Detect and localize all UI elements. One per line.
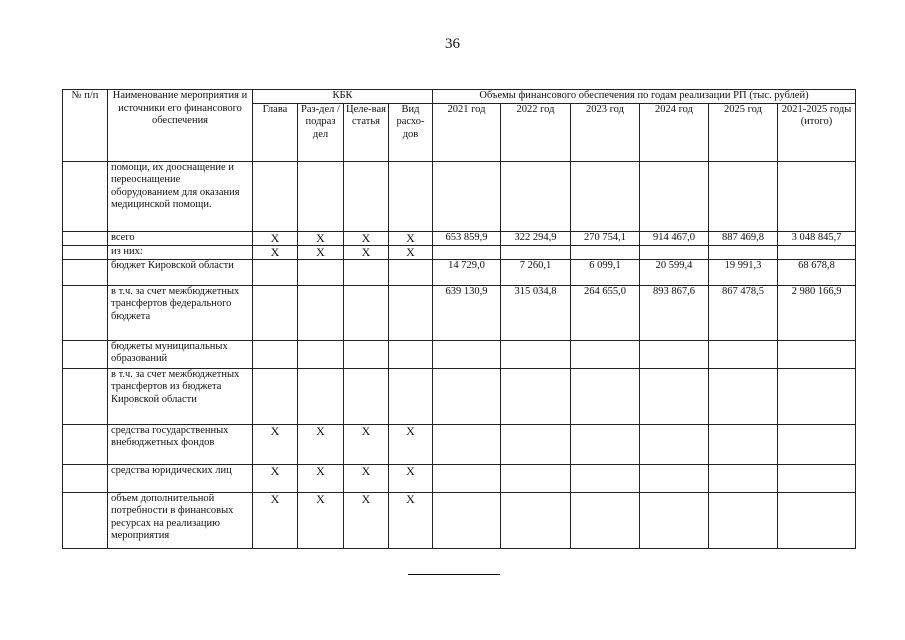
value-cell bbox=[433, 492, 501, 548]
row-number-cell bbox=[63, 245, 108, 259]
value-cell bbox=[640, 161, 709, 231]
value-cell: 887 469,8 bbox=[709, 231, 778, 245]
kbk-cell: X bbox=[298, 464, 344, 492]
kbk-cell: X bbox=[344, 231, 389, 245]
header-kbk-section: Раз-дел / подраз дел bbox=[298, 103, 344, 161]
value-cell: 7 260,1 bbox=[501, 259, 571, 285]
value-cell bbox=[501, 340, 571, 368]
value-cell bbox=[778, 340, 856, 368]
value-cell bbox=[571, 245, 640, 259]
header-num: № п/п bbox=[63, 90, 108, 162]
value-cell bbox=[640, 245, 709, 259]
row-number-cell bbox=[63, 368, 108, 424]
kbk-cell bbox=[253, 161, 298, 231]
table-row bbox=[63, 340, 856, 368]
row-label: всего bbox=[108, 231, 253, 245]
kbk-cell: X bbox=[253, 245, 298, 259]
value-cell: 893 867,6 bbox=[640, 285, 709, 340]
footer-divider bbox=[408, 574, 500, 575]
value-cell bbox=[571, 368, 640, 424]
table-row bbox=[63, 492, 856, 548]
value-cell bbox=[709, 161, 778, 231]
kbk-cell bbox=[253, 259, 298, 285]
kbk-cell bbox=[253, 285, 298, 340]
row-label: средства государственных внебюджетных фондов bbox=[108, 424, 253, 464]
kbk-cell bbox=[389, 161, 433, 231]
value-cell: 315 034,8 bbox=[501, 285, 571, 340]
kbk-cell: X bbox=[298, 245, 344, 259]
kbk-cell bbox=[389, 259, 433, 285]
value-cell bbox=[433, 340, 501, 368]
value-cell bbox=[433, 464, 501, 492]
table-row bbox=[63, 231, 856, 245]
row-label: средства юридических лиц bbox=[108, 464, 253, 492]
value-cell bbox=[778, 492, 856, 548]
kbk-cell: X bbox=[389, 424, 433, 464]
header-name: Наименование мероприятия и источники его финансового обеспечения bbox=[108, 90, 253, 162]
kbk-cell: X bbox=[344, 424, 389, 464]
kbk-cell: X bbox=[389, 464, 433, 492]
value-cell bbox=[571, 424, 640, 464]
value-cell bbox=[709, 368, 778, 424]
row-label: из них: bbox=[108, 245, 253, 259]
header-row bbox=[63, 90, 856, 104]
row-number-cell bbox=[63, 464, 108, 492]
row-label: в т.ч. за счет межбюджетных трансфертов федерального бюджета bbox=[108, 285, 253, 340]
value-cell bbox=[571, 340, 640, 368]
row-label: бюджеты муниципальных образований bbox=[108, 340, 253, 368]
value-cell bbox=[709, 492, 778, 548]
value-cell bbox=[433, 245, 501, 259]
value-cell bbox=[433, 424, 501, 464]
value-cell bbox=[571, 464, 640, 492]
row-number-cell bbox=[63, 340, 108, 368]
table-row bbox=[63, 464, 856, 492]
kbk-cell: X bbox=[253, 424, 298, 464]
kbk-cell: X bbox=[389, 231, 433, 245]
kbk-cell: X bbox=[389, 245, 433, 259]
value-cell bbox=[640, 340, 709, 368]
value-cell: 68 678,8 bbox=[778, 259, 856, 285]
value-cell bbox=[709, 245, 778, 259]
value-cell bbox=[501, 368, 571, 424]
value-cell bbox=[501, 492, 571, 548]
value-cell: 653 859,9 bbox=[433, 231, 501, 245]
header-kbk-chapter: Глава bbox=[253, 103, 298, 161]
table-row bbox=[63, 368, 856, 424]
value-cell bbox=[501, 464, 571, 492]
value-cell bbox=[778, 161, 856, 231]
value-cell bbox=[778, 245, 856, 259]
value-cell bbox=[709, 464, 778, 492]
row-number-cell bbox=[63, 161, 108, 231]
value-cell bbox=[640, 424, 709, 464]
value-cell bbox=[501, 424, 571, 464]
value-cell: 3 048 845,7 bbox=[778, 231, 856, 245]
value-cell: 264 655,0 bbox=[571, 285, 640, 340]
kbk-cell bbox=[344, 368, 389, 424]
row-label: бюджет Кировской области bbox=[108, 259, 253, 285]
value-cell bbox=[709, 424, 778, 464]
row-label: объем дополнительной потребности в финансовых ресурсах на реализацию мероприятия bbox=[108, 492, 253, 548]
table-row bbox=[63, 259, 856, 285]
value-cell bbox=[778, 464, 856, 492]
value-cell bbox=[571, 492, 640, 548]
table-row bbox=[63, 285, 856, 340]
value-cell bbox=[640, 492, 709, 548]
table-row bbox=[63, 424, 856, 464]
financing-table bbox=[62, 89, 856, 549]
kbk-cell: X bbox=[298, 492, 344, 548]
header-year-2021: 2021 год bbox=[433, 103, 501, 161]
kbk-cell: X bbox=[253, 492, 298, 548]
row-label: помощи, их дооснащение и переоснащение оборудованием для оказания медицинской помощи. bbox=[108, 161, 253, 231]
value-cell: 19 991,3 bbox=[709, 259, 778, 285]
kbk-cell: X bbox=[253, 231, 298, 245]
row-label: в т.ч. за счет межбюджетных трансфертов из бюджета Кировской области bbox=[108, 368, 253, 424]
value-cell: 20 599,4 bbox=[640, 259, 709, 285]
row-number-cell bbox=[63, 259, 108, 285]
value-cell bbox=[778, 424, 856, 464]
header-year-2025: 2025 год bbox=[709, 103, 778, 161]
kbk-cell: X bbox=[344, 492, 389, 548]
kbk-cell: X bbox=[298, 424, 344, 464]
header-kbk-target: Целе-вая статья bbox=[344, 103, 389, 161]
value-cell bbox=[571, 161, 640, 231]
kbk-cell bbox=[344, 259, 389, 285]
value-cell bbox=[501, 245, 571, 259]
row-number-cell bbox=[63, 492, 108, 548]
kbk-cell bbox=[344, 161, 389, 231]
table-row bbox=[63, 161, 856, 231]
value-cell: 322 294,9 bbox=[501, 231, 571, 245]
value-cell: 2 980 166,9 bbox=[778, 285, 856, 340]
header-year-2023: 2023 год bbox=[571, 103, 640, 161]
kbk-cell: X bbox=[253, 464, 298, 492]
kbk-cell bbox=[344, 340, 389, 368]
page-number: 36 bbox=[445, 36, 460, 52]
row-number-cell bbox=[63, 285, 108, 340]
value-cell bbox=[501, 161, 571, 231]
kbk-cell: X bbox=[344, 464, 389, 492]
kbk-cell bbox=[298, 259, 344, 285]
kbk-cell bbox=[298, 368, 344, 424]
header-year-2024: 2024 год bbox=[640, 103, 709, 161]
header-year-2022: 2022 год bbox=[501, 103, 571, 161]
kbk-cell bbox=[389, 368, 433, 424]
value-cell: 14 729,0 bbox=[433, 259, 501, 285]
value-cell: 270 754,1 bbox=[571, 231, 640, 245]
kbk-cell: X bbox=[389, 492, 433, 548]
kbk-cell bbox=[298, 340, 344, 368]
kbk-cell: X bbox=[298, 231, 344, 245]
value-cell bbox=[640, 368, 709, 424]
value-cell: 867 478,5 bbox=[709, 285, 778, 340]
kbk-cell bbox=[298, 285, 344, 340]
value-cell bbox=[640, 464, 709, 492]
kbk-cell bbox=[253, 368, 298, 424]
value-cell bbox=[709, 340, 778, 368]
header-kbk-expense: Вид расхо-дов bbox=[389, 103, 433, 161]
kbk-cell: X bbox=[344, 245, 389, 259]
value-cell: 6 099,1 bbox=[571, 259, 640, 285]
table-row bbox=[63, 245, 856, 259]
value-cell: 639 130,9 bbox=[433, 285, 501, 340]
value-cell bbox=[778, 368, 856, 424]
value-cell bbox=[433, 368, 501, 424]
header-kbk: КБК bbox=[253, 90, 433, 104]
kbk-cell bbox=[389, 285, 433, 340]
kbk-cell bbox=[389, 340, 433, 368]
value-cell bbox=[433, 161, 501, 231]
kbk-cell bbox=[253, 340, 298, 368]
kbk-cell bbox=[298, 161, 344, 231]
header-year-total: 2021-2025 годы (итого) bbox=[778, 103, 856, 161]
kbk-cell bbox=[344, 285, 389, 340]
header-volumes: Объемы финансового обеспечения по годам реализации РП (тыс. рублей) bbox=[433, 90, 856, 104]
row-number-cell bbox=[63, 424, 108, 464]
row-number-cell bbox=[63, 231, 108, 245]
value-cell: 914 467,0 bbox=[640, 231, 709, 245]
